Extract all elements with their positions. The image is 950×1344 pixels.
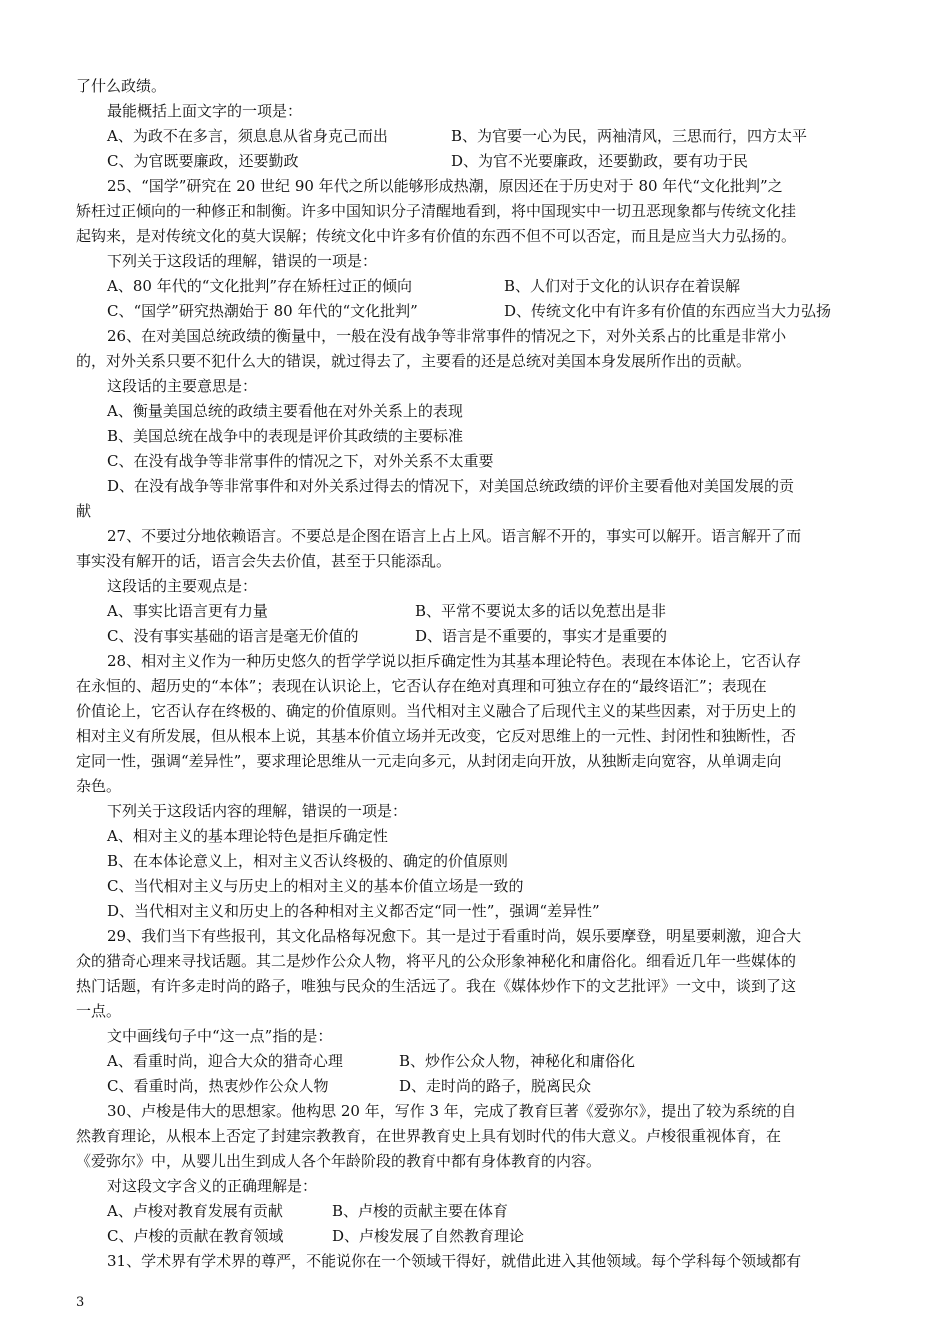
paragraph-line: 定同一性，强调“差异性”，要求理论思维从一元走向多元，从封闭走向开放，从独断走向宽容，从单调走向 (76, 752, 782, 770)
question-31-text: 31、学术界有学术界的尊严，不能说你在一个领域干得好，就借此进入其他领域。每个学科每个领域都有 (107, 1252, 802, 1270)
option-c: C、看重时尚，热衷炒作公众人物 (107, 1077, 329, 1095)
option-a: A、衡量美国总统的政绩主要看他在对外关系上的表现 (107, 402, 463, 420)
option-row (76, 274, 881, 299)
option-row (76, 624, 881, 649)
option-row (76, 1224, 881, 1249)
paragraph-line: 然教育理论，从根本上否定了封建宗教教育，在世界教育史上具有划时代的伟大意义。卢梭很重视体育，在 (76, 1127, 782, 1145)
option-c: C、卢梭的贡献在教育领域 (107, 1227, 284, 1245)
paragraph-line: 在永恒的、超历史的“本体”；表现在认识论上，它否认存在绝对真理和可独立存在的“最终语汇”；表现在 (76, 677, 767, 695)
option-b: B、为官要一心为民，两袖清风，三思而行，四方太平 (451, 127, 808, 145)
option-a: A、相对主义的基本理论特色是拒斥确定性 (107, 827, 388, 845)
paragraph-line: 起钩来，是对传统文化的莫大误解；传统文化中许多有价值的东西不但不可以否定，而且是应当大力弘扬的。 (76, 227, 797, 245)
paragraph-line: 《爱弥尔》中，从婴儿出生到成人各个年龄阶段的教育中都有身体教育的内容。 (76, 1152, 602, 1170)
option-d: D、为官不光要廉政，还要勤政，要有功于民 (451, 152, 749, 170)
question-26-text: 26、在对美国总统政绩的衡量中，一般在没有战争等非常事件的情况之下，对外关系占的比重是非常小 (107, 327, 787, 345)
question-29-text: 29、我们当下有些报刊，其文化品格每况愈下。其一是过于看重时尚，娱乐要摩登，明星要刺激，迎合大 (107, 927, 802, 945)
question-prompt: 这段话的主要观点是： (107, 577, 258, 595)
option-d: D、卢梭发展了自然教育理论 (332, 1227, 525, 1245)
question-25-text: 25、“国学”研究在 20 世纪 90 年代之所以能够形成热潮，原因还在于历史对于 80 年代“文化批判”之 (107, 177, 783, 195)
option-row (76, 299, 881, 324)
option-row (76, 149, 881, 174)
question-prompt: 下列关于这段话内容的理解，错误的一项是： (107, 802, 408, 820)
paragraph-line: 的，对外关系只要不犯什么大的错误，就过得去了，主要看的还是总统对美国本身发展所作出的贡献。 (76, 352, 752, 370)
paragraph-line: 了什么政绩。 (76, 77, 167, 95)
option-a: A、看重时尚，迎合大众的猎奇心理 (107, 1052, 343, 1070)
option-d: D、在没有战争等非常事件和对外关系过得去的情况下，对美国总统政绩的评价主要看他对美国发展的贡 (107, 477, 795, 495)
question-28-text: 28、相对主义作为一种历史悠久的哲学学说以拒斥确定性为其基本理论特色。表现在本体论上，它否认存 (107, 652, 802, 670)
option-c: C、“国学”研究热潮始于 80 年代的“文化批判” (107, 302, 418, 320)
paragraph-line: 价值论上，它否认存在终极的、确定的价值原则。当代相对主义融合了后现代主义的某些因素，对于历史上的 (76, 702, 797, 720)
option-b: B、美国总统在战争中的表现是评价其政绩的主要标准 (107, 427, 464, 445)
option-b: B、在本体论意义上，相对主义否认终极的、确定的价值原则 (107, 852, 509, 870)
page-number: 3 (76, 1295, 85, 1310)
question-27-text: 27、不要过分地依赖语言。不要总是企图在语言上占上风。语言解不开的，事实可以解开。语言解开了而 (107, 527, 802, 545)
option-row (76, 599, 881, 624)
question-prompt: 对这段文字含义的正确理解是： (107, 1177, 318, 1195)
option-d: D、走时尚的路子，脱离民众 (399, 1077, 592, 1095)
option-row (76, 1074, 881, 1099)
paragraph-line: 矫枉过正倾向的一种修正和制衡。许多中国知识分子清醒地看到，将中国现实中一切丑恶现象都与传统文化挂 (76, 202, 797, 220)
question-prompt: 这段话的主要意思是： (107, 377, 258, 395)
question-prompt: 下列关于这段话的理解，错误的一项是： (107, 252, 378, 270)
option-d: D、语言是不重要的，事实才是重要的 (415, 627, 668, 645)
paragraph-line: 相对主义有所发展，但从根本上说，其基本价值立场并无改变，它反对思维上的一元性、封闭性和独断性，否 (76, 727, 797, 745)
question-30-text: 30、卢梭是伟大的思想家。他构思 20 年，写作 3 年，完成了教育巨著《爱弥尔》，提出了较为系统的自 (107, 1102, 797, 1120)
option-c: C、在没有战争等非常事件的情况之下，对外关系不太重要 (107, 452, 494, 470)
paragraph-line: 一点。 (76, 1002, 122, 1020)
option-d: D、当代相对主义和历史上的各种相对主义都否定“同一性”，强调“差异性” (107, 902, 600, 920)
option-c: C、当代相对主义与历史上的相对主义的基本价值立场是一致的 (107, 877, 524, 895)
option-row (76, 1049, 881, 1074)
option-a: A、事实比语言更有力量 (107, 602, 268, 620)
option-row (76, 124, 881, 149)
option-d-continuation: 献 (76, 502, 92, 520)
option-a: A、80 年代的“文化批判”存在矫枉过正的倾向 (107, 277, 413, 295)
option-c: C、为官既要廉政，还要勤政 (107, 152, 299, 170)
option-row (76, 1199, 881, 1224)
option-a: A、卢梭对教育发展有贡献 (107, 1202, 283, 1220)
option-b: B、平常不要说太多的话以免惹出是非 (415, 602, 667, 620)
option-c: C、没有事实基础的语言是毫无价值的 (107, 627, 359, 645)
paragraph-line: 事实没有解开的话，语言会失去价值，甚至于只能添乱。 (76, 552, 452, 570)
question-prompt: 文中画线句子中“这一点”指的是： (107, 1027, 333, 1045)
option-b: B、人们对于文化的认识存在着误解 (504, 277, 741, 295)
option-d: D、传统文化中有许多有价值的东西应当大力弘扬 (504, 302, 832, 320)
paragraph-line: 热门话题，有许多走时尚的路子，唯独与民众的生活远了。我在《媒体炒作下的文艺批评》一文中，谈到了这 (76, 977, 797, 995)
paragraph-line: 众的猎奇心理来寻找话题。其二是炒作公众人物，将平凡的公众形象神秘化和庸俗化。细看近几年一些媒体的 (76, 952, 797, 970)
option-b: B、卢梭的贡献主要在体育 (332, 1202, 509, 1220)
option-b: B、炒作公众人物，神秘化和庸俗化 (399, 1052, 636, 1070)
question-prompt: 最能概括上面文字的一项是： (107, 102, 303, 120)
document-page (76, 74, 881, 1274)
option-a: A、为政不在多言，须息息从省身克己而出 (107, 127, 388, 145)
paragraph-line: 杂色。 (76, 777, 122, 795)
